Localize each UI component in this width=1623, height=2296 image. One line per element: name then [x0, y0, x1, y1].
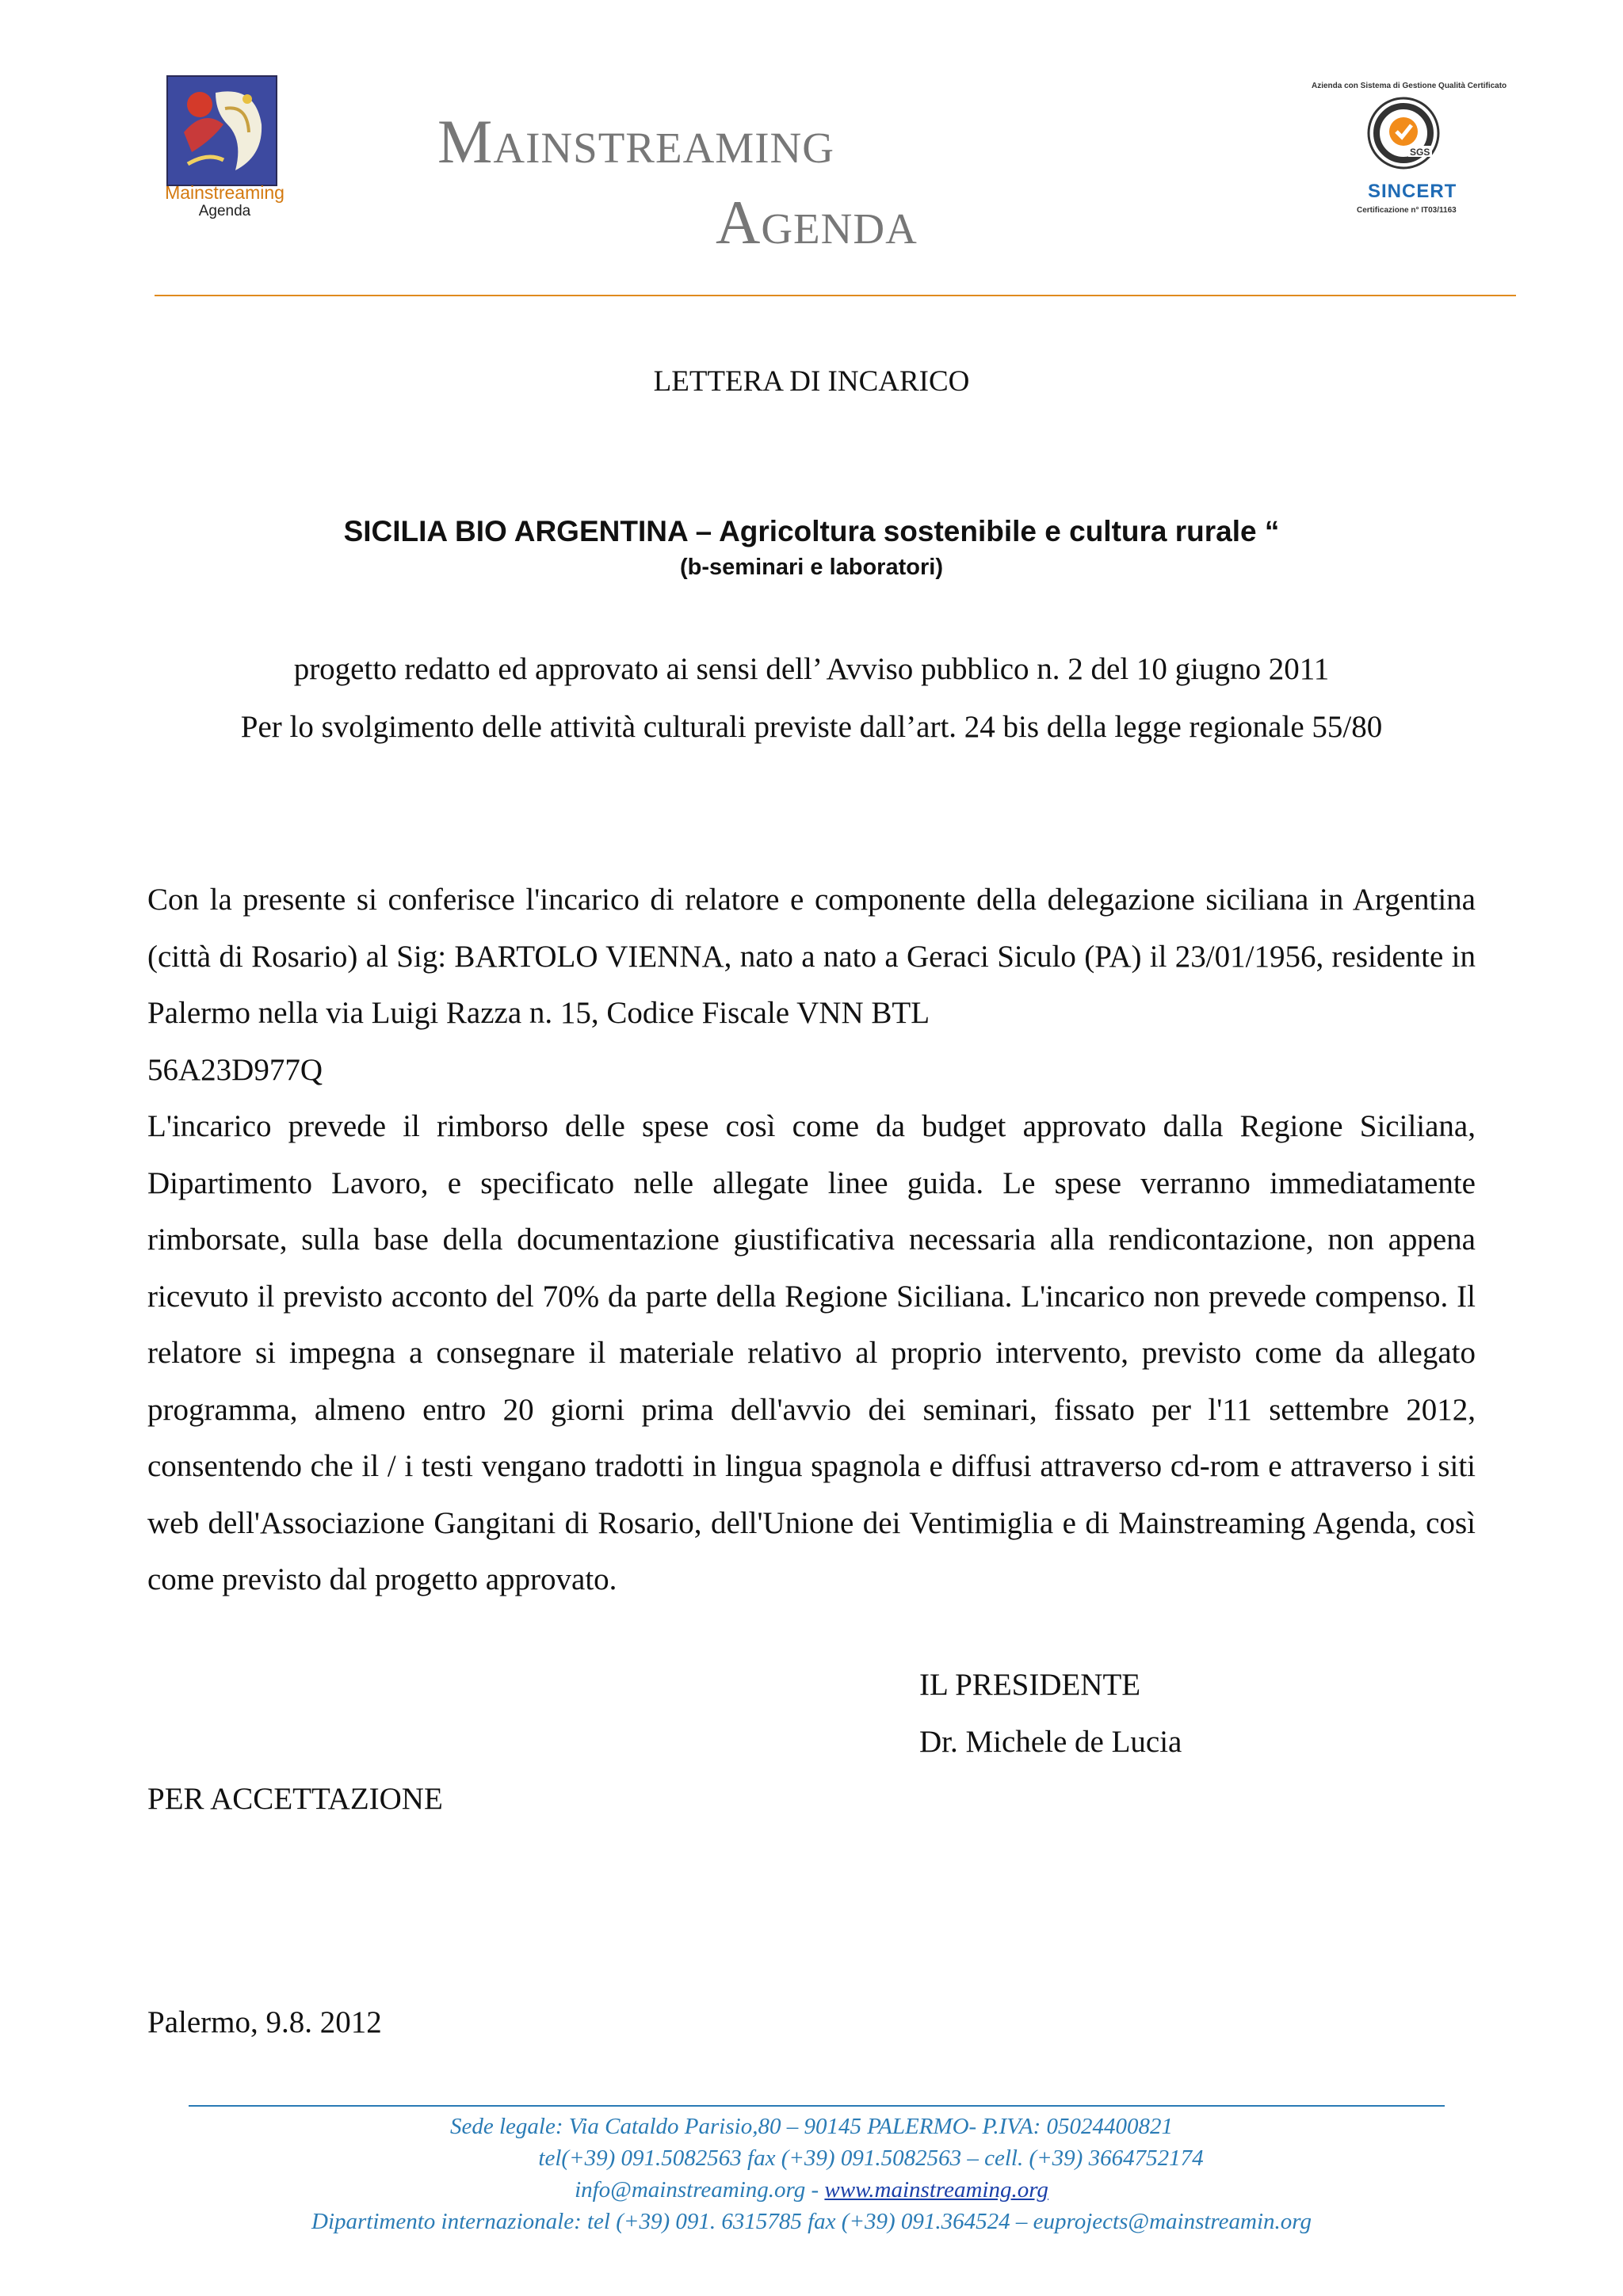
brand-name-line1-text: Mainstreaming [437, 107, 834, 176]
project-title: SICILIA BIO ARGENTINA – Agricoltura sostenibile e cultura rurale “ [343, 515, 1280, 547]
acceptance-label: PER ACCETTAZIONE [147, 1782, 443, 1816]
organization-logo [166, 75, 277, 186]
body-paragraph-1: Con la presente si conferisce l'incarico di relatore e componente della delegazione siciliana in Argentina (città di Rosario) al Sig: BARTOLO VIENNA, nato a nato a Geraci Siculo (PA) il 23/01/1956, residente in Palermo nella via Luigi Razza n. 15, Codice Fiscale VNN BTL [147, 883, 1476, 1030]
letter-body [147, 871, 1476, 1608]
logo-artwork-icon [168, 77, 276, 185]
footer-international-dept: Dipartimento internazionale: tel (+39) 091. 6315785 fax (+39) 091.364524 – euprojects@mainstreamin.org [311, 2209, 1312, 2234]
svg-text:SGS: SGS [1410, 147, 1430, 158]
header-divider [155, 295, 1516, 296]
body-paragraph-2: L'incarico prevede il rimborso delle spese così come da budget approvato dalla Regione Siciliana, Dipartimento Lavoro, e specificato nelle allegate linee guida. Le spese verranno immediatamente rimborsate, sulla base della documentazione giustificativa necessaria alla rendicontazione, non appena ricevuto il previsto acconto del 70% da parte della Regione Siciliana. L'incarico non prevede compenso. Il relatore si impegna a consegnare il materiale relativo al proprio intervento, previsto come da allegato programma, almeno entro 20 giorni prima dell'avvio dei seminari, fissato per l'11 settembre 2012, consentendo che il / i testi vengano tradotti in lingua spagnola e diffusi attraverso cd-rom e attraverso i siti web dell'Associazione Gangitani di Rosario, dell'Unione dei Ventimiglia e di Mainstreaming Agenda, così come previsto dal progetto approvato. [147, 1109, 1476, 1596]
footer-email: info@mainstreaming.org [575, 2177, 806, 2203]
footer-address: Sede legale: Via Cataldo Parisio,80 – 90145 PALERMO- P.IVA: 05024400821 [449, 2114, 1174, 2139]
brand-name-line2-text: Agenda [716, 188, 918, 257]
sincert-mark: SINCERT [1368, 181, 1457, 202]
certification-caption: Azienda con Sistema di Gestione Qualità Certificato [1312, 82, 1507, 90]
brand-name-line1 [437, 107, 834, 176]
footer-divider [189, 2105, 1445, 2107]
sgs-certification-seal-icon [1367, 97, 1440, 170]
certification-number: Certificazione n° IT03/1163 [1357, 206, 1457, 215]
signature-role: IL PRESIDENTE [919, 1668, 1141, 1702]
logo-caption-line1: Mainstreaming [165, 182, 285, 203]
reference-line-2: Per lo svolgimento delle attività culturali previste dall’art. 24 bis della legge regionale 55/80 [240, 710, 1383, 744]
document-title: LETTERA DI INCARICO [653, 365, 970, 398]
brand-name-line2 [716, 188, 918, 257]
footer-separator: - [805, 2177, 825, 2203]
signature-name: Dr. Michele de Lucia [919, 1725, 1182, 1759]
body-paragraph-1-tail: 56A23D977Q [147, 1052, 323, 1087]
place-date: Palermo, 9.8. 2012 [147, 2005, 382, 2039]
logo-caption-line2: Agenda [198, 203, 251, 219]
footer-website-link[interactable]: www.mainstreaming.org [824, 2177, 1048, 2203]
project-subtitle: (b-seminari e laboratori) [680, 555, 943, 580]
logo-caption [155, 184, 294, 219]
footer-contacts [0, 2177, 1623, 2203]
footer-phones: tel(+39) 091.5082563 fax (+39) 091.5082563 – cell. (+39) 3664752174 [538, 2145, 1204, 2171]
reference-line-1: progetto redatto ed approvato ai sensi dell’ Avviso pubblico n. 2 del 10 giugno 2011 [293, 652, 1330, 686]
